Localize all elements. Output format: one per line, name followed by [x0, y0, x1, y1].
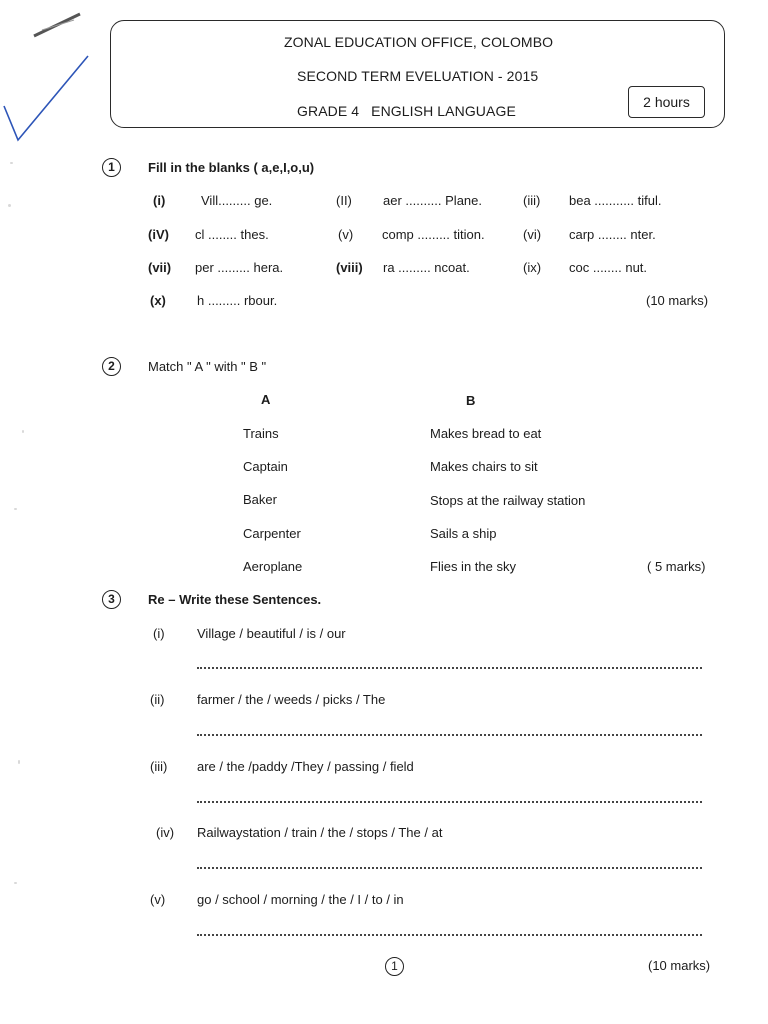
- q1-item-text: h ......... rbour.: [197, 293, 278, 308]
- q1-item-text: comp ......... tition.: [382, 227, 485, 242]
- q3-item-text: go / school / morning / the / I / to / in: [197, 892, 404, 907]
- q1-item-text: bea ........... tiful.: [569, 193, 662, 208]
- q2-row-b: Makes bread to eat: [430, 426, 542, 441]
- q2-column-a-header: A: [261, 392, 271, 407]
- q3-item-text: are / the /paddy /They / passing / field: [197, 759, 414, 774]
- q1-item-label: (ix): [523, 260, 542, 275]
- q1-title: Fill in the blanks ( a,e,I,o,u): [148, 160, 315, 175]
- margin-speck: [8, 204, 11, 207]
- q1-item-label: (v): [338, 227, 354, 242]
- duration-badge: 2 hours: [628, 86, 705, 118]
- q3-number-badge: 3: [102, 590, 121, 609]
- header-grade: GRADE 4 ENGLISH LANGUAGE: [297, 103, 516, 119]
- margin-speck: [18, 760, 20, 764]
- header-office: ZONAL EDUCATION OFFICE, COLOMBO: [284, 34, 554, 50]
- q1-item-text: coc ........ nut.: [569, 260, 648, 275]
- answer-line: [197, 867, 702, 869]
- q2-row-a: Carpenter: [243, 526, 301, 541]
- q2-row-b: Makes chairs to sit: [430, 459, 538, 474]
- margin-speck: [10, 162, 13, 164]
- q2-marks: ( 5 marks): [647, 559, 706, 574]
- pen-tick-mark: [0, 0, 110, 150]
- q3-item-label: (i): [153, 626, 165, 641]
- q2-row-b: Sails a ship: [430, 526, 497, 541]
- q2-row-b: Flies in the sky: [430, 559, 516, 574]
- q1-item-label: (vii): [148, 260, 172, 275]
- q1-item-label: (iV): [148, 227, 169, 242]
- q1-item-label: (II): [336, 193, 352, 208]
- answer-line: [197, 734, 702, 736]
- q3-item-label: (iv): [156, 825, 175, 840]
- q1-item-text: Vill......... ge.: [201, 193, 273, 208]
- header-term: SECOND TERM EVELUATION - 2015: [297, 68, 539, 84]
- q2-row-a: Baker: [243, 492, 277, 507]
- answer-line: [197, 934, 702, 936]
- q1-item-text: per ......... hera.: [195, 260, 284, 275]
- q3-item-label: (ii): [150, 692, 165, 707]
- q2-row-b: Stops at the railway station: [430, 493, 586, 508]
- q3-item-text: Railwaystation / train / the / stops / The / at: [197, 825, 443, 840]
- q3-item-text: farmer / the / weeds / picks / The: [197, 692, 386, 707]
- answer-line: [197, 801, 702, 803]
- q3-item-text: Village / beautiful / is / our: [197, 626, 346, 641]
- q1-item-label: (vi): [523, 227, 542, 242]
- q1-item-label: (i): [153, 193, 166, 208]
- q3-item-label: (v): [150, 892, 166, 907]
- q2-row-a: Captain: [243, 459, 288, 474]
- page-number-badge: 1: [385, 957, 404, 976]
- q1-item-text: aer .......... Plane.: [383, 193, 482, 208]
- q1-item-text: carp ........ nter.: [569, 227, 656, 242]
- margin-speck: [14, 882, 17, 884]
- margin-speck: [14, 508, 17, 510]
- q2-column-b-header: B: [466, 393, 476, 408]
- q2-title: Match " A " with " B ": [148, 359, 267, 374]
- q1-item-text: cl ........ thes.: [195, 227, 269, 242]
- q1-item-label: (iii): [523, 193, 541, 208]
- q2-row-a: Aeroplane: [243, 559, 303, 574]
- q3-title: Re – Write these Sentences.: [148, 592, 322, 607]
- q1-item-label: (viii): [336, 260, 363, 275]
- q2-row-a: Trains: [243, 426, 279, 441]
- q3-item-label: (iii): [150, 759, 168, 774]
- q3-marks: (10 marks): [648, 958, 711, 973]
- q1-marks: (10 marks): [646, 293, 709, 308]
- margin-speck: [22, 430, 24, 433]
- q1-number-badge: 1: [102, 158, 121, 177]
- q1-item-label: (x): [150, 293, 166, 308]
- answer-line: [197, 667, 702, 669]
- q1-item-text: ra ......... ncoat.: [383, 260, 470, 275]
- q2-number-badge: 2: [102, 357, 121, 376]
